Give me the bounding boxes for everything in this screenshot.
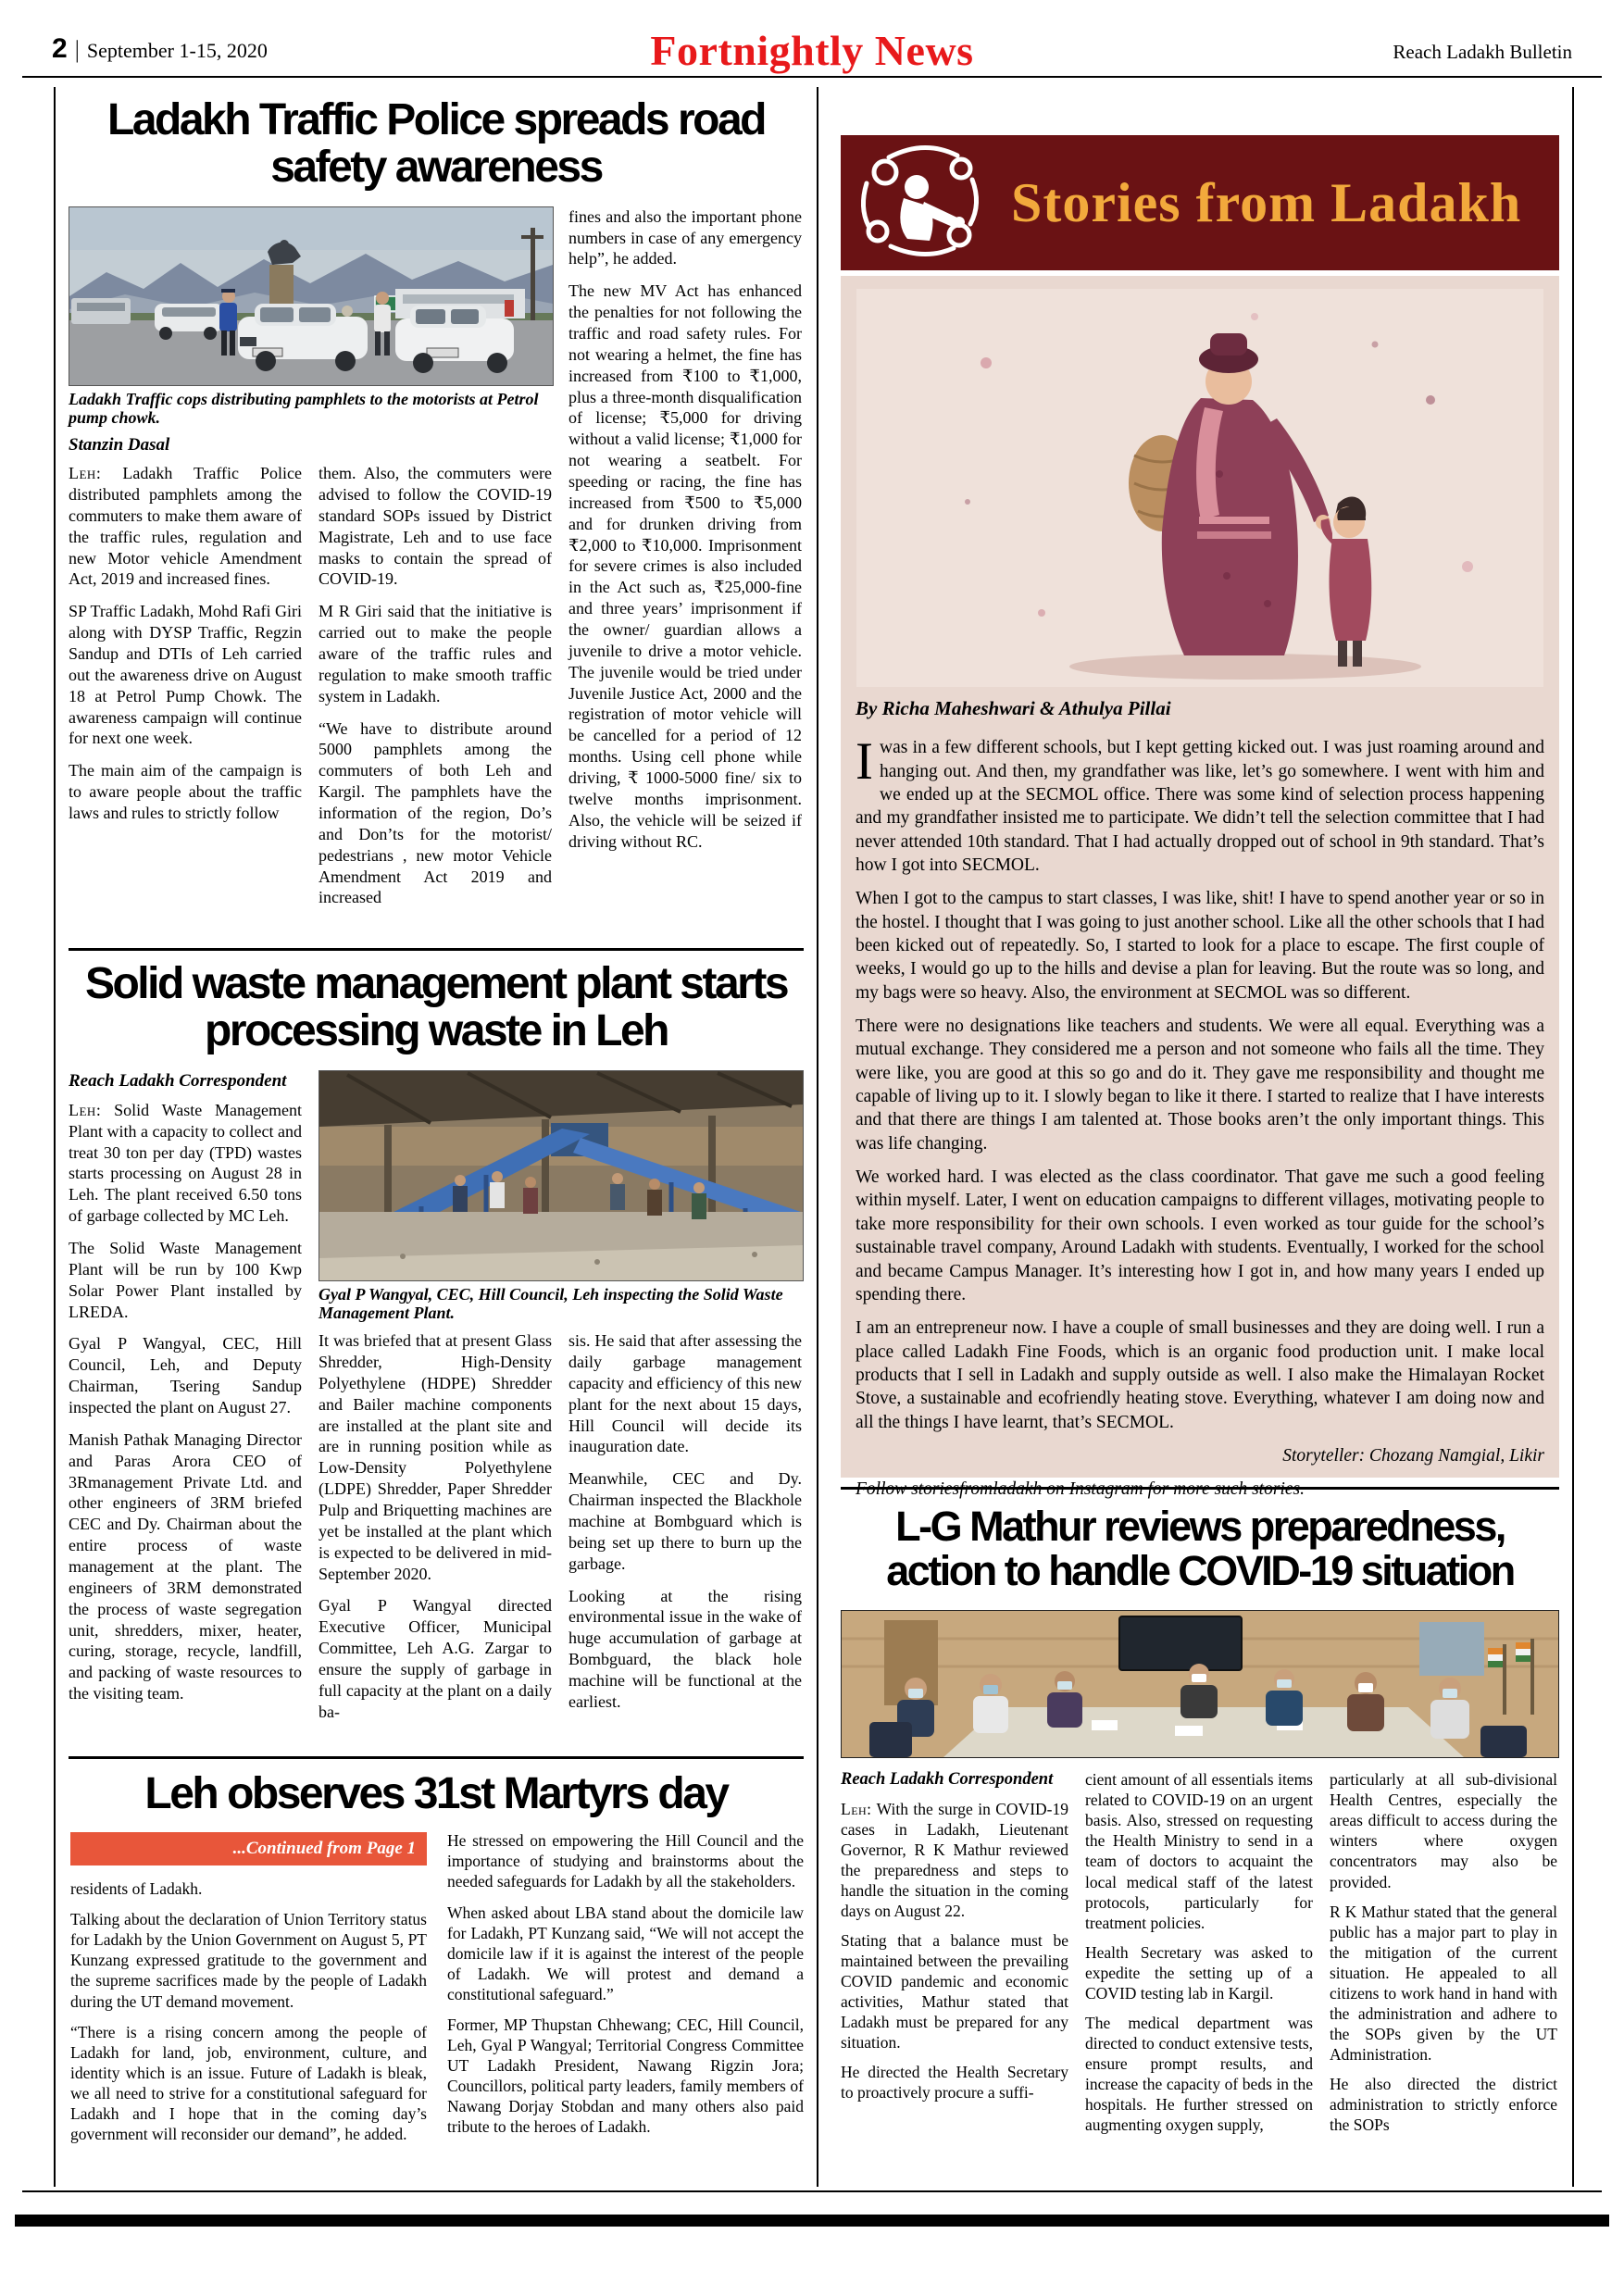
article-lg-mathur (841, 1504, 1559, 2144)
paragraph: We worked hard. I was elected as the class coordinator. That gave me such a good feeling within myself. Later, I went on education campaigns to different villages, motivating people to take more responsibility for their own schools. I even worked as tour guide for the school’s sustainable travel company, Around Ladakh with students. Eventually, I worked for the school and became Campus Manager. It’s interesting how I got in, and how many years I ended up spending there. (856, 1167, 1544, 1304)
page-bottom-thick-rule (15, 2215, 1609, 2227)
paragraph: sis. He said that after assessing the daily garbage management capacity and efficiency of this new plant for the next about 15 days, Hill Council will decide its inauguration date. (568, 1331, 802, 1456)
paragraph: SP Traffic Ladakh, Mohd Rafi Giri along with DYSP Traffic, Regzin Sandup and DTIs of Leh carried out the awareness drive on August 18 at Petrol Pump Chowk. The awareness campaign will continue for next one week. (69, 602, 302, 748)
lg-col-1 (841, 1769, 1068, 2144)
headline-traffic: Ladakh Traffic Police spreads road safety awareness (107, 95, 765, 193)
waste-col-3 (568, 1330, 802, 1733)
paragraph: “There is a rising concern among the people of Ladakh for land, job, environment, culture, and identity which is an issue. Future of Ladakh is bleak, we all need to strive for a constitutional safeguard for Ladakh and I hope that in the coming day’s government will reconsider our demand”, he added. (70, 2022, 427, 2143)
paragraph: Leh: Ladakh Traffic Police distributed pamphlets among the commuters to make them aware of the traffic rules, regulation and new Motor vehicle Amendment Act, 2019 and increased fines. (69, 464, 303, 589)
paragraph: them. Also, the commuters were advised to follow the COVID-19 standard SOPs issued by District Magistrate, Leh and to use face masks to contain the spread of COVID-19. (319, 464, 552, 589)
traffic-photo-caption: Ladakh Traffic cops distributing pamphlets to the motorists at Petrol pump chowk. (69, 389, 539, 428)
paragraph: The main aim of the campaign is to aware people about the traffic laws and rules to strictly follow (69, 761, 302, 822)
lg-col-3 (1330, 1769, 1557, 2144)
dateline-leh: Leh: (69, 464, 102, 483)
paragraph: The new MV Act has enhanced the penalties for not following the traffic and road safety rules. For not wearing a helmet, the fine has increased from ₹100 to ₹1,000, plus a three-month disqualification of license; ₹5,000 for driving without a valid license; ₹1,000 for not wearing a seatbelt. For speeding or racing, the fine has increased from ₹500 to ₹5,000 and for drunken driving from ₹2,000 to ₹10,000. Imprisonment for severe crimes is also included in the Act such as, ₹25,000-fine and three years’ imprisonment if the owner/ guardian allows a juvenile to drive a motor vehicle. The juvenile would be tried under Juvenile Justice Act, 2000 and the registration of motor vehicle will be cancelled for a period of 12 months. Using cell phone while driving, ₹ 1000-5000 fine/ six to twelve months imprisonment. Also, the vehicle will be seized if driving without RC. (568, 281, 802, 851)
header-separator: | (74, 36, 80, 63)
lg-meeting-photo (841, 1610, 1559, 1758)
martyrs-col-1 (70, 1830, 427, 2154)
paragraph: residents of Ladakh. (70, 1879, 203, 1899)
paragraph: particularly at all sub-divisional Health Centres, especially the areas difficult to access during the winters where oxygen concentrators may also be provided. (1330, 1770, 1557, 1891)
paragraph: Meanwhile, CEC and Dy. Chairman inspected the Blackhole machine at Bombguard which is being set up there to burn up the garbage. (568, 1469, 802, 1573)
traffic-col-2 (319, 463, 552, 919)
stories-banner-title: Stories from Ladakh (1011, 171, 1522, 233)
page-body (54, 87, 1572, 2187)
storyteller-credit: Storyteller: Chozang Namgial, Likir (1282, 1445, 1544, 1466)
paragraph: It was briefed that at present Glass Shredder, High-Density Polyethylene (HDPE) Shredder and Bailer machine components are installed at the plant site and are in running position while as Low-Density Polyethylene (LDPE) Shredder, Paper Shredder Pulp and Briquetting machines are yet be installed at the plant which is expected to be delivered in mid-September 2020. (319, 1331, 552, 1583)
headline-martyrs: Leh observes 31st Martyrs day (144, 1769, 728, 1818)
traffic-col-3 (568, 206, 802, 920)
article-solid-waste (69, 960, 804, 1756)
headline-waste: Solid waste management plant starts processing waste in Leh (84, 959, 788, 1056)
waste-photo-caption: Gyal P Wangyal, CEC, Hill Council, Leh inspecting the Solid Waste Management Plant. (319, 1284, 783, 1323)
paragraph: Iwas in a few different schools, but I kept getting kicked out. I was just roaming around and hanging out. And then, my grandfather was like, let’s go somewhere. I went with him and we ended up at the SECMOL office. There was some kind of selection process happening and my grandfather insisted me to participate. We didn’t tell the selection committee that I had never attended 10th standard. That I had actually dropped out of school in 9th standard. That’s how I got into SECMOL. (856, 732, 1544, 876)
stories-panel (841, 276, 1559, 1500)
paragraph: I am an entrepreneur now. I have a couple of small businesses and they are doing well. I run a place called Ladakh Fine Foods, which is an organic food production unit. I make local products that I sell in Ladakh and supply outside as well. I also make the Himalayan Rocket Stove, a sustainable and ecofriendly heating stove. Everything, whatever I am doing now and all the things I have learnt, that’s SECMOL. (856, 1318, 1544, 1432)
article-traffic-police (69, 96, 804, 948)
paragraph: Looking at the rising environmental issue in the wake of huge accumulation of garbage at Bombguard, the black hole machine will be functional at the earliest. (568, 1586, 802, 1711)
paragraph: cient amount of all essentials items related to COVID-19 on an urgent basis. Also, stressed on requesting the Health Ministry to send in a team of doctors to acquaint the local medical staff of the latest protocols, particularly for treatment policies. (1085, 1770, 1313, 1932)
masthead-title: Fortnightly News (650, 27, 974, 74)
martyrs-col-2 (447, 1830, 804, 2154)
traffic-photo (69, 206, 554, 386)
drop-cap: I (856, 732, 873, 792)
paragraph: Former, MP Thupstan Chhewang; CEC, Hill Council, Leh, Gyal P Wangyal; Territorial Congress Committee UT Ladakh President, Nawang Rigzin Jora; Councillors, political party leaders, family members of Nawang Dorjay Stobdan and many others also paid tribute to the heroes of Ladakh. (447, 2015, 804, 2136)
article-divider-rule (69, 948, 804, 951)
byline-lg: Reach Ladakh Correspondent (841, 1770, 1054, 1790)
paragraph: Gyal P Wangyal, CEC, Hill Council, Leh, and Deputy Chairman, Tsering Sandup inspected the plant on August 27. (69, 1334, 302, 1417)
header-rule (22, 76, 1602, 78)
waste-plant-photo (319, 1070, 804, 1281)
paragraph: He directed the Health Secretary to proactively procure a suffi- (841, 2063, 1068, 2103)
byline-traffic: Stanzin Dasal (69, 435, 170, 455)
paragraph: Leh: Solid Waste Management Plant with a capacity to collect and treat 30 ton per day (TPD) wastes starts processing on August 28 in Leh. The plant received 6.50 tons of garbage collected by MC Leh. (69, 1100, 302, 1226)
paragraph: “We have to distribute around 5000 pamphlets among the commuters of both Leh and Kargil. The pamphlets have the information of the region, Do’s and Don’ts for the motorist/ pedestrians , new motor Vehicle Amendment Act 2019 and increased (319, 718, 552, 907)
waste-col-1 (69, 1070, 302, 1734)
article-divider-rule (69, 1756, 804, 1759)
storyteller-logo-icon (857, 146, 994, 259)
paragraph: Stating that a balance must be maintained between the prevailing COVID pandemic and economic activities, Mathur stated that Ladakh must be prepared for any situation. (841, 1930, 1068, 2053)
article-martyrs-day (69, 1770, 804, 2154)
paragraph: When I got to the campus to start classes, I was like, shit! I have to spend another year or so in the hostel. I thought that I was going to just another school. Like all the other schools that I had been kicked out of repeatedly. So, I started to look for a place to escape. The first couple of weeks, I would go up to the hills and devise a plan for leaving. But the route was so long, and my bags were so heavy. Also, the environment at SECMOL was so different. (856, 889, 1544, 1003)
byline-waste: Reach Ladakh Correspondent (69, 1070, 287, 1091)
page-number: 2 (52, 33, 68, 64)
paragraph: Manish Pathak Managing Director and Paras Arora CEO of 3Rmanagement Private Ltd. and other engineers of 3RM briefed CEC and Dy. Chairman about the entire process of waste management at the plant. The engineers of 3RM demonstrated the process of waste segregation unit, shredders, mixer, heater, curing, storage, recycle, landfill, and packing of waste resources to the visiting team. (69, 1429, 302, 1703)
traffic-photo-figure (69, 206, 552, 428)
paragraph: Talking about the declaration of Union Territory status for Ladakh by the Union Government on August 5, PT Kunzang expressed gratitude to the government and the supreme sacrifices made by the people of Ladakh during the UT demand movement. (70, 1910, 427, 2011)
left-column-section (54, 87, 818, 2187)
stories-illustration (856, 289, 1543, 687)
paragraph: The medical department was directed to conduct extensive tests, ensure prompt results, and increase the capacity of beds in the hospitals. He further stressed on augmenting oxygen supply, (1085, 2013, 1313, 2135)
paragraph: M R Giri said that the initiative is carried out to make the people aware of the traffic rules and regulation to make smooth traffic system in Ladakh. (319, 602, 552, 705)
paragraph: When asked about LBA stand about the domicile law for Ladakh, PT Kunzang said, “We will not accept the domicile law if it is against the interest of the people of Ladakh. We will protest and demand a constitutional safeguard.” (447, 1903, 804, 2003)
lg-col-2 (1085, 1769, 1313, 2144)
paragraph: Health Secretary was asked to expedite the setting up of a COVID testing lab in Kargil. (1085, 1942, 1313, 2003)
paragraph: The Solid Waste Management Plant will be run by 100 Kwp Solar Power Plant installed by LREDA. (69, 1239, 302, 1321)
paragraph: fines and also the important phone numbers in case of any emergency help”, he added. (568, 206, 802, 268)
stories-banner (841, 135, 1559, 270)
waste-photo-figure (319, 1070, 802, 1323)
paragraph: Leh: With the surge in COVID-19 cases in Ladakh, Lieutenant Governor, R K Mathur reviewed the preparedness and steps to handle the situation in the coming days on August 22. (841, 1799, 1068, 1920)
paragraph: He stressed on empowering the Hill Council and the importance of studying and brainstorms about the needed safeguards for Ladakh by all the stakeholders. (447, 1831, 804, 1891)
paragraph: R K Mathur stated that the general public has a major part to play in the mitigation of the current situation. He appealed to all citizens to work hand in hand with the administration and adhere to the SOPs given by the UT Administration. (1330, 1902, 1557, 2064)
paragraph: There were no designations like teachers and students. We were all equal. Everything was a mutual exchange. They considered me a person and not someone who fails all the time. They were like, you are good at this so go and do it. They gave me responsibility and thought me capable of living up to it. I slowly began to like it there. I started to realize that I have interests and that there are things I am talented at. Those books aren’t the only important things. This was life changing. (856, 1017, 1544, 1154)
dateline-leh: Leh: (69, 1100, 102, 1119)
bulletin-name: Reach Ladakh Bulletin (1393, 41, 1572, 63)
paragraph: Gyal P Wangyal directed Executive Officer, Municipal Committee, Leh A.G. Zargar to ensure the supply of garbage in full capacity at the plant on a daily ba- (319, 1596, 552, 1721)
page-bottom-thin-rule (22, 2190, 1602, 2192)
continued-from-banner: ...Continued from Page 1 (70, 1832, 427, 1866)
stories-body (856, 696, 1544, 1502)
byline-stories: By Richa Maheshwari & Athulya Pillai (856, 697, 1171, 719)
traffic-col-1 (69, 463, 302, 919)
dateline-leh: Leh: (841, 1799, 872, 1818)
issue-date: September 1-15, 2020 (86, 39, 268, 62)
right-column-section (828, 87, 1574, 2187)
follow-note: Follow storiesfromladakh on Instagram for more such stories. (856, 1479, 1305, 1500)
headline-lg-mathur: L-G Mathur reviews preparedness, action to handle COVID-19 situation (886, 1503, 1514, 1595)
waste-col-2 (319, 1330, 552, 1733)
paragraph: He also directed the district administration to strictly enforce the SOPs (1330, 2074, 1557, 2135)
